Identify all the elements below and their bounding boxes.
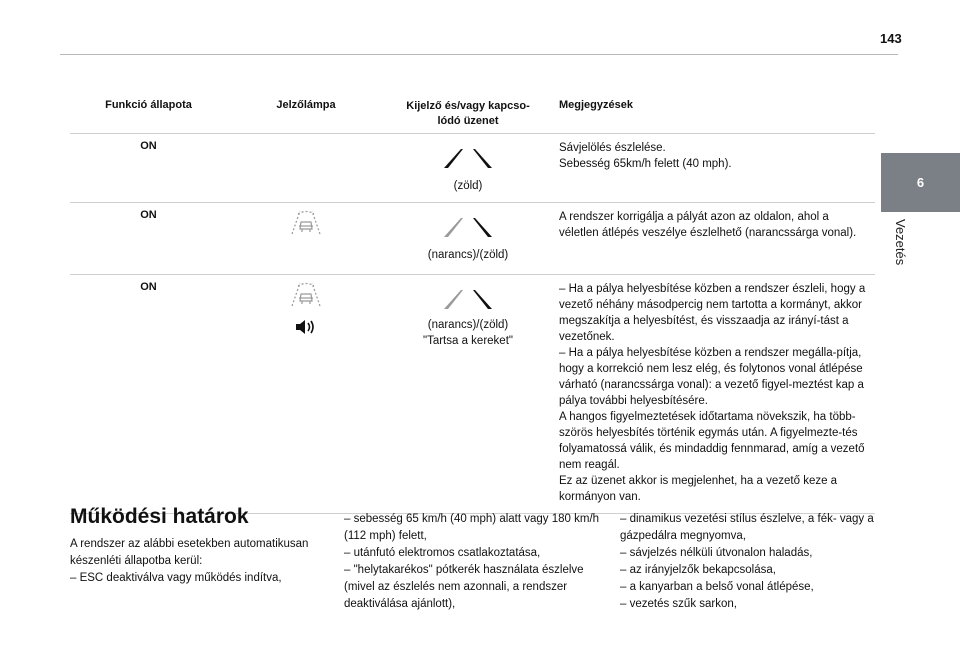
table-row: [70, 275, 875, 514]
chapter-number: 6: [916, 175, 925, 190]
chapter-label: [883, 214, 913, 314]
header-rule: [60, 54, 898, 55]
state-cell: ON: [70, 134, 227, 203]
notes-cell: – Ha a pálya helyesbítése közben a rendszer észleli, hogy a vezető néhány másodpercig nem tartotta a kormányt, akkor megszakítja a helyesbítést, és visszaadja az irányí-tást a vezetőnek. – Ha a pálya helyesbítése közben a rendszer megálla-pítja, hogy a korrekció nem lesz elég, és folytonos vonal átlépése várható (narancssárga vonal): a vezető figyel-meztést kap a pálya további helyesbítésére. A hangos figyelmeztetések időtartama növekszik, ha több-szörös helyesbítés történik egymás után. A figyelmezte-tés folyamatossá válik, és mindaddig fennmarad, amíg a vezető nem reagál. Ez az üzenet akkor is megjelenhet, ha a vezető keze a kormányon van.: [551, 275, 875, 514]
lane-keeping-car-icon: [289, 208, 323, 236]
lane-lines-icon: [441, 146, 495, 170]
limits-column-1: A rendszer az alábbi esetekben automatikusan készenléti állapotba kerül: – ESC deaktiválva vagy működés indítva,: [70, 538, 309, 584]
lamp-cell: [227, 275, 385, 514]
notes-cell: Sávjelölés észlelése. Sebesség 65km/h felett (40 mph).: [551, 134, 875, 203]
lane-lines-icon: [441, 215, 495, 239]
lamp-cell: [227, 134, 385, 203]
table-row: [70, 134, 875, 203]
section-title: Működési határok: [70, 505, 249, 528]
display-cell: [385, 134, 551, 203]
state-cell: ON: [70, 203, 227, 275]
display-caption: (narancs)/(zöld) "Tartsa a kereket": [423, 319, 513, 347]
table-row: [70, 203, 875, 275]
speaker-icon: [295, 318, 317, 336]
limits-column-3: – dinamikus vezetési stílus észlelve, a fék- vagy a gázpedálra megnyomva, – sávjelzés nélküli útvonalon haladás, – az irányjelzők bekapcsolása, – a kanyarban a belső vonal átlépése, – vezetés szűk sarkon,: [620, 513, 874, 610]
header-display: Kijelző és/vagy kapcso- lódó üzenet: [406, 100, 530, 127]
lane-lines-icon: [441, 287, 495, 311]
page-number: 143: [880, 31, 902, 46]
limits-column-2: – sebesség 65 km/h (40 mph) alatt vagy 180 km/h (112 mph) felett, – utánfutó elektromos csatlakoztatása, – "helytakarékos" pótkerék használata észlelve (mivel az észlelés nem azonnali, a rendszer deaktiválása ajánlott),: [344, 513, 600, 610]
display-caption: (zöld): [453, 180, 483, 192]
notes-cell: A rendszer korrigálja a pályát azon az oldalon, ahol a véletlen átlépés veszélye észlelhető (narancssárga vonal).: [551, 203, 875, 275]
display-cell: [385, 203, 551, 275]
header-notes: Megjegyzések: [559, 99, 633, 111]
lane-keeping-car-icon: [289, 280, 323, 308]
display-caption: (narancs)/(zöld): [427, 249, 509, 261]
chapter-title: Vezetés: [893, 219, 908, 266]
chapter-tab[interactable]: [881, 153, 960, 212]
header-lamp: Jelzőlámpa: [276, 99, 336, 111]
lamp-cell: [227, 203, 385, 275]
state-cell: ON: [70, 275, 227, 514]
display-cell: [385, 275, 551, 514]
header-state: Funkció állapota: [105, 99, 192, 111]
status-table: [70, 93, 875, 514]
table-header-row: [70, 93, 875, 134]
